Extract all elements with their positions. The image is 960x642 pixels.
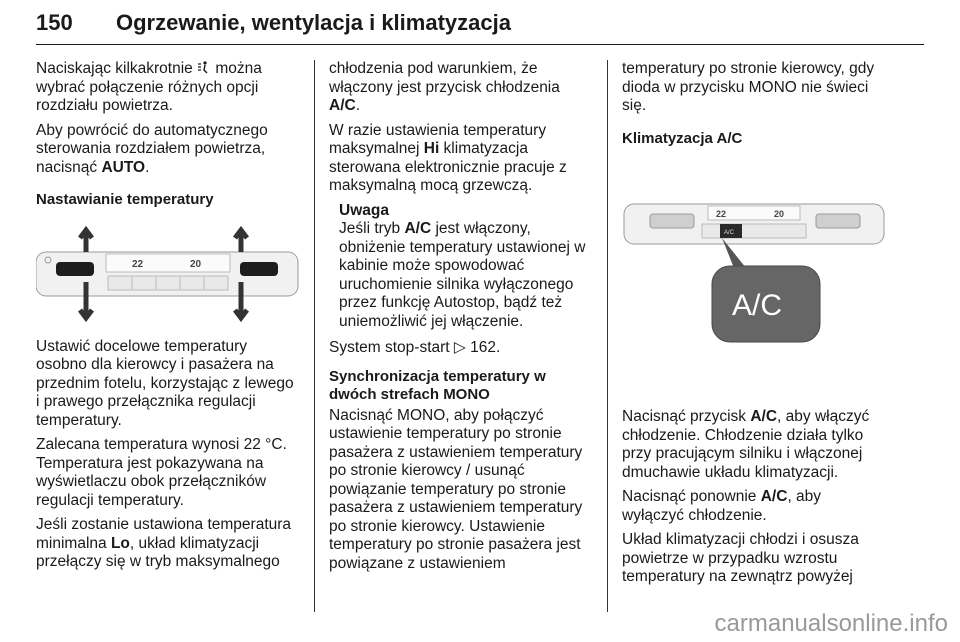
note-text: Jeśli tryb A/C jest włączony, obniżenie temperatury ustawionej w kabinie może spowodować uruchomienie silnika wyłączonego przez funkcję Autostop, bądź też uniemożliwić jej włączenie.	[339, 220, 586, 330]
temp-left-display: 22	[716, 209, 727, 219]
paragraph: Nacisnąć ponownie A/C, aby wyłączyć chłodzenie.	[622, 488, 822, 524]
paragraph: Ustawić docelowe temperatury osobno dla kierowcy i pasażera na przednim fotelu, korzystając z lewego i prawego przełącznika regulacji temperatury.	[36, 337, 294, 429]
column-divider	[314, 60, 315, 612]
page-number: 150	[36, 10, 73, 35]
ac-button-label: A/C	[724, 230, 735, 236]
page-title: Ogrzewanie, wentylacja i klimatyzacja	[116, 10, 511, 35]
temp-left-display: 22	[132, 258, 144, 270]
paragraph: Jeśli zostanie ustawiona temperatura minimalna Lo, układ klimatyzacji przełączy się w tryb maksymalnego	[36, 516, 292, 570]
ac-button-figure	[622, 202, 887, 362]
ac-callout-label: A/C	[732, 289, 783, 322]
page-header	[36, 4, 924, 45]
paragraph: Układ klimatyzacji chłodzi i osusza powietrze w przypadku wzrostu temperatury na zewnątrz powyżej	[622, 531, 859, 585]
temperature-control-figure	[36, 224, 300, 324]
column-2	[329, 60, 594, 579]
column-1	[36, 60, 300, 578]
paragraph: Zalecana temperatura wynosi 22 °C. Temperatura jest pokazywana na wyświetlaczu obok przełączników regulacji temperatury.	[36, 436, 287, 509]
column-3	[622, 60, 887, 593]
paragraph: Naciskając kilkakrotnie można wybrać połączenie różnych opcji rozdziału powietrza.	[36, 60, 262, 114]
paragraph: temperatury po stronie kierowcy, gdy dioda w przycisku MONO nie świeci się.	[622, 60, 875, 114]
paragraph: W razie ustawienia temperatury maksymalnej Hi klimatyzacja sterowana elektronicznie pracuje z maksymalną mocą grzewczą.	[329, 121, 567, 194]
page-ref-link[interactable]: 162	[470, 339, 497, 356]
arrow-up-icon	[235, 230, 247, 252]
section-heading: Klimatyzacja A/C	[622, 129, 743, 147]
temp-right-display: 20	[190, 258, 202, 270]
temp-right-display: 20	[774, 209, 785, 219]
paragraph: chłodzenia pod warunkiem, że włączony jest przycisk chłodzenia A/C.	[329, 60, 560, 114]
left-temp-switch	[56, 262, 94, 276]
section-heading: Nastawianie temperatury	[36, 191, 214, 208]
air-distribution-icon	[197, 61, 211, 75]
note-box	[329, 202, 594, 332]
page-ref-icon: ▷	[453, 339, 466, 356]
column-divider	[607, 60, 608, 612]
paragraph: Nacisnąć MONO, aby połączyć ustawienie temperatury po stronie pasażera z ustawieniem temperatury po stronie kierowcy / usunąć powiązanie temperatury po stronie pasażera z ustawieniem temperatury po stronie kierowcy. Ustawienie temperatury po stronie pasażera jest powiązane z ustawieniem	[329, 406, 583, 572]
arrow-up-icon	[80, 230, 92, 252]
right-temp-switch	[240, 262, 278, 276]
paragraph: System stop-start ▷ 162.	[329, 339, 501, 356]
paragraph: Aby powrócić do automatycznego sterowania rozdziałem powietrza, nacisnąć AUTO.	[36, 121, 268, 176]
paragraph: Nacisnąć przycisk A/C, aby włączyć chłodzenie. Chłodzenie działa tylko przy pracującym silniku i włączonej dmuchawie układu klimatyzacji.	[622, 408, 870, 481]
watermark: carmanualsonline.info	[714, 610, 948, 637]
note-title: Uwaga	[339, 201, 389, 219]
section-heading: Synchronizacja temperatury w dwóch strefach MONO	[329, 367, 546, 403]
